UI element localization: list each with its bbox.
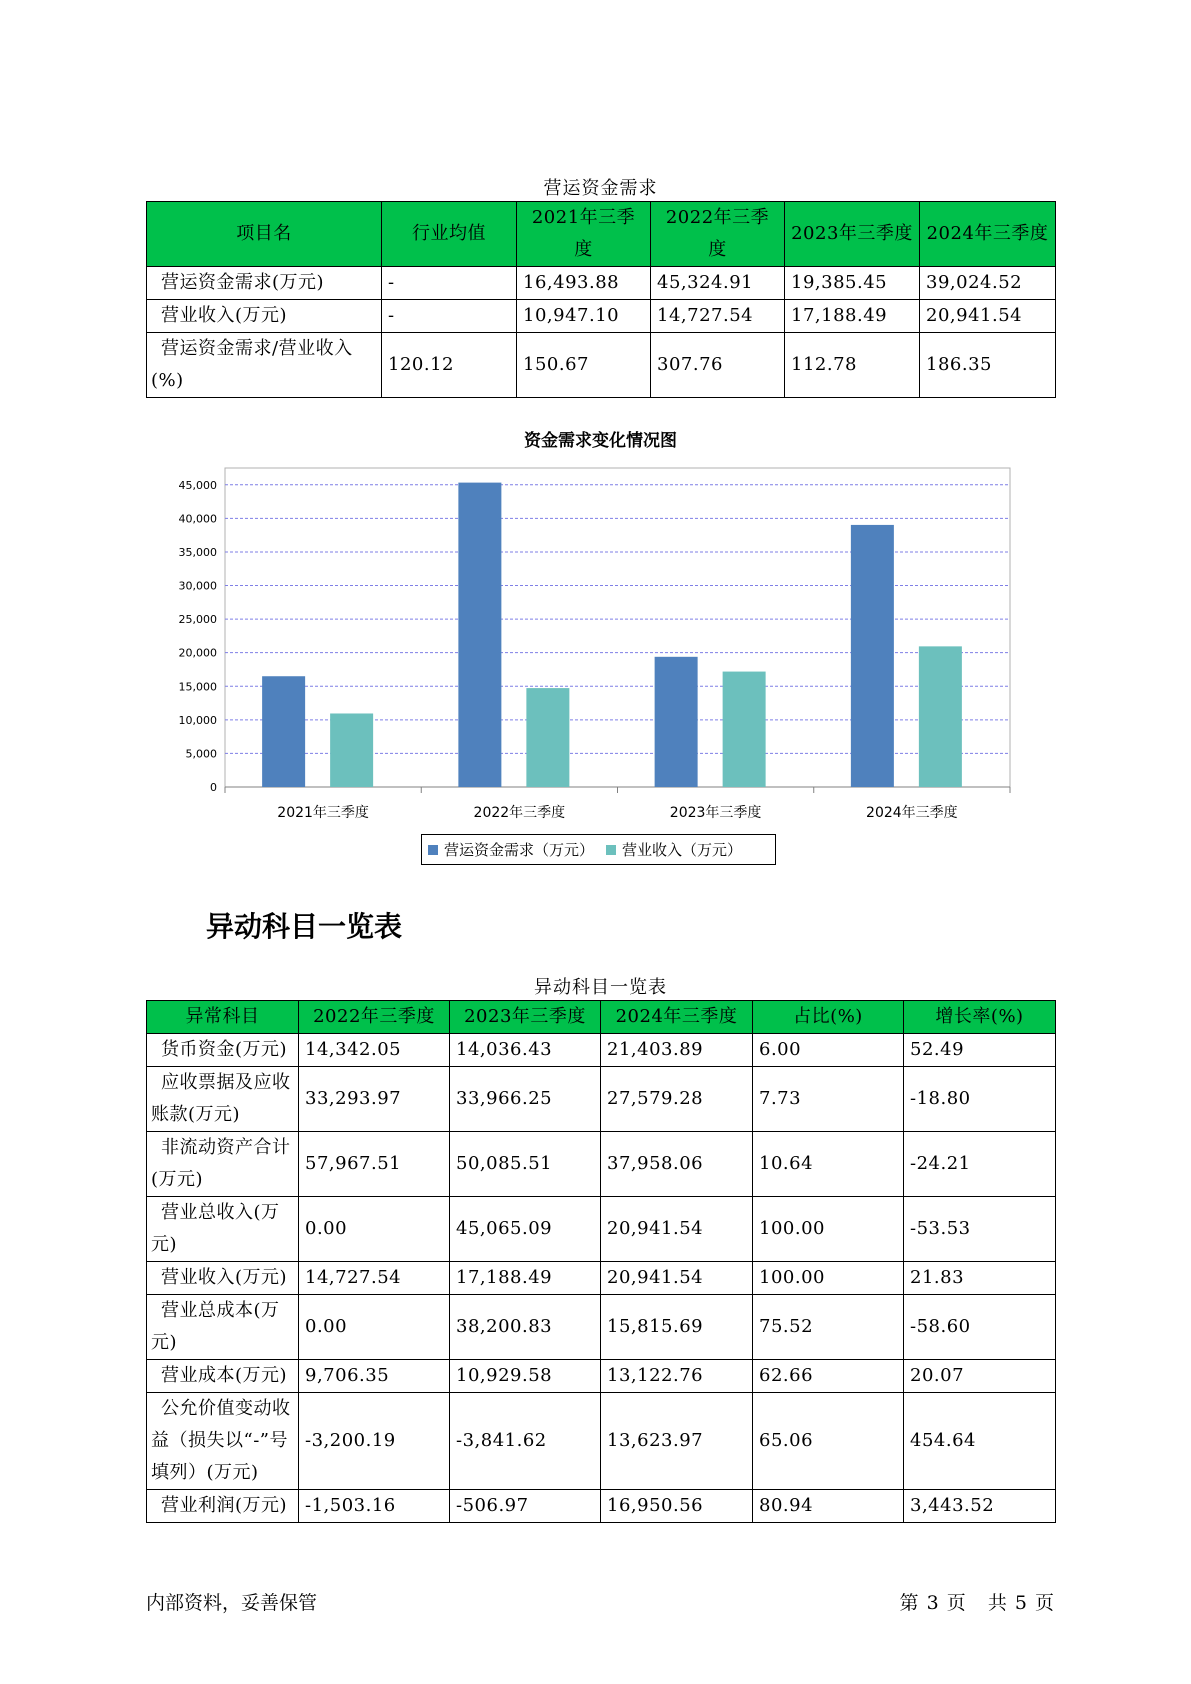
cell: 120.12 [382, 333, 517, 398]
legend-label: 营业收入（万元） [622, 841, 743, 859]
col-header: 2024年三季度 [920, 202, 1056, 267]
cell: 75.52 [753, 1295, 904, 1360]
cell: 15,815.69 [601, 1295, 753, 1360]
cell: 20.07 [904, 1360, 1056, 1393]
table-row [147, 1262, 1056, 1295]
cell: 100.00 [753, 1262, 904, 1295]
legend-item-working-capital [428, 839, 594, 860]
cell: 14,342.05 [299, 1034, 450, 1067]
cell: - [382, 300, 517, 333]
cell: 57,967.51 [299, 1132, 450, 1197]
cell: 7.73 [753, 1067, 904, 1132]
legend-swatch [606, 845, 616, 855]
cell: 17,188.49 [785, 300, 920, 333]
cell: 9,706.35 [299, 1360, 450, 1393]
x-tick-label: 2022年三季度 [473, 805, 566, 821]
cell: 307.76 [651, 333, 785, 398]
cell: 16,950.56 [601, 1490, 753, 1523]
cell: 17,188.49 [450, 1262, 601, 1295]
cell: -58.60 [904, 1295, 1056, 1360]
row-label: 营运资金需求(万元) [147, 267, 382, 300]
y-tick-label: 35,000 [178, 545, 217, 559]
col-header: 项目名 [147, 202, 382, 267]
cell: 13,623.97 [601, 1393, 753, 1490]
cell: -506.97 [450, 1490, 601, 1523]
cell: -3,841.62 [450, 1393, 601, 1490]
col-header: 2024年三季度 [601, 1001, 753, 1034]
col-header: 2022年三季度 [651, 202, 785, 267]
abnormal-items-table [146, 1000, 1056, 1523]
cell: 33,966.25 [450, 1067, 601, 1132]
cell: 13,122.76 [601, 1360, 753, 1393]
footer-confidential-note: 内部资料，妥善保管 [146, 1592, 318, 1614]
cell: -53.53 [904, 1197, 1056, 1262]
col-header: 2023年三季度 [450, 1001, 601, 1034]
y-tick-label: 20,000 [178, 646, 217, 660]
row-label: 营业利润(万元) [147, 1490, 299, 1523]
cell: 20,941.54 [601, 1262, 753, 1295]
cell: 10,947.10 [517, 300, 651, 333]
row-label: 营业总收入(万元) [147, 1197, 299, 1262]
cell: 14,727.54 [299, 1262, 450, 1295]
table-row [147, 267, 1056, 300]
cell: 80.94 [753, 1490, 904, 1523]
bar-revenue [723, 672, 766, 787]
cell: 10,929.58 [450, 1360, 601, 1393]
cell: 21,403.89 [601, 1034, 753, 1067]
cell: 62.66 [753, 1360, 904, 1393]
y-tick-label: 5,000 [185, 747, 217, 761]
legend-label: 营运资金需求（万元） [444, 841, 595, 859]
table-header-row [147, 202, 1056, 267]
legend-item-revenue [606, 839, 742, 860]
bar-working-capital [458, 483, 501, 787]
table-row [147, 1132, 1056, 1197]
y-tick-label: 15,000 [178, 680, 217, 694]
cell: 27,579.28 [601, 1067, 753, 1132]
row-label: 非流动资产合计(万元) [147, 1132, 299, 1197]
cell: 37,958.06 [601, 1132, 753, 1197]
cell: 39,024.52 [920, 267, 1056, 300]
cell: 14,036.43 [450, 1034, 601, 1067]
cell: 65.06 [753, 1393, 904, 1490]
cell: 3,443.52 [904, 1490, 1056, 1523]
bar-revenue [526, 688, 569, 787]
x-tick-label: 2021年三季度 [277, 805, 369, 821]
cell: 0.00 [299, 1295, 450, 1360]
cell: 20,941.54 [920, 300, 1056, 333]
cell: 6.00 [753, 1034, 904, 1067]
col-header: 增长率(%) [904, 1001, 1056, 1034]
cell: 16,493.88 [517, 267, 651, 300]
bar-working-capital [851, 525, 894, 787]
table-row [147, 1197, 1056, 1262]
col-header: 2022年三季度 [299, 1001, 450, 1034]
cell: 100.00 [753, 1197, 904, 1262]
bar-working-capital [262, 676, 305, 787]
y-tick-label: 30,000 [178, 579, 217, 593]
footer-page-number: 第 3 页 共 5 页 [899, 1592, 1055, 1614]
table-row [147, 1393, 1056, 1490]
cell: -18.80 [904, 1067, 1056, 1132]
x-tick-label: 2024年三季度 [866, 805, 958, 821]
col-header: 2021年三季度 [517, 202, 651, 267]
y-tick-label: 0 [210, 781, 217, 794]
cell: -1,503.16 [299, 1490, 450, 1523]
table-row [147, 1490, 1056, 1523]
cell: 45,324.91 [651, 267, 785, 300]
table-row [147, 333, 1056, 398]
y-tick-label: 45,000 [178, 478, 217, 492]
row-label: 营业收入(万元) [147, 1262, 299, 1295]
col-header: 行业均值 [382, 202, 517, 267]
col-header: 占比(%) [753, 1001, 904, 1034]
cell: 112.78 [785, 333, 920, 398]
cell: 45,065.09 [450, 1197, 601, 1262]
cell: -24.21 [904, 1132, 1056, 1197]
cell: 454.64 [904, 1393, 1056, 1490]
table2-caption: 异动科目一览表 [534, 977, 667, 998]
table-row [147, 1067, 1056, 1132]
cell: 21.83 [904, 1262, 1056, 1295]
row-label: 货币资金(万元) [147, 1034, 299, 1067]
row-label: 营业成本(万元) [147, 1360, 299, 1393]
working-capital-table [146, 201, 1056, 398]
table1-caption: 营运资金需求 [543, 178, 658, 199]
cell: 186.35 [920, 333, 1056, 398]
table-header-row [147, 1001, 1056, 1034]
table-row [147, 1360, 1056, 1393]
bar-working-capital [655, 657, 698, 787]
row-label: 营业收入(万元) [147, 300, 382, 333]
y-tick-label: 40,000 [178, 512, 217, 526]
chart-title: 资金需求变化情况图 [524, 431, 677, 451]
row-label: 公允价值变动收益（损失以“-”号填列）(万元) [147, 1393, 299, 1490]
cell: 10.64 [753, 1132, 904, 1197]
table-row [147, 1034, 1056, 1067]
cell: 150.67 [517, 333, 651, 398]
cell: 14,727.54 [651, 300, 785, 333]
cell: 50,085.51 [450, 1132, 601, 1197]
cell: 52.49 [904, 1034, 1056, 1067]
row-label: 营运资金需求/营业收入(%) [147, 333, 382, 398]
bar-chart [150, 460, 1015, 830]
cell: 19,385.45 [785, 267, 920, 300]
cell: 38,200.83 [450, 1295, 601, 1360]
x-tick-label: 2023年三季度 [669, 805, 762, 821]
cell: -3,200.19 [299, 1393, 450, 1490]
chart-legend [421, 834, 776, 865]
cell: 0.00 [299, 1197, 450, 1262]
y-tick-label: 25,000 [178, 613, 217, 627]
y-tick-label: 10,000 [178, 713, 217, 727]
bar-revenue [919, 646, 962, 787]
col-header: 2023年三季度 [785, 202, 920, 267]
col-header: 异常科目 [147, 1001, 299, 1034]
bar-revenue [330, 713, 373, 787]
cell: - [382, 267, 517, 300]
legend-swatch [428, 845, 438, 855]
table-row [147, 300, 1056, 333]
table-row [147, 1295, 1056, 1360]
row-label: 营业总成本(万元) [147, 1295, 299, 1360]
section-heading: 异动科目一览表 [206, 910, 403, 943]
cell: 33,293.97 [299, 1067, 450, 1132]
row-label: 应收票据及应收账款(万元) [147, 1067, 299, 1132]
cell: 20,941.54 [601, 1197, 753, 1262]
